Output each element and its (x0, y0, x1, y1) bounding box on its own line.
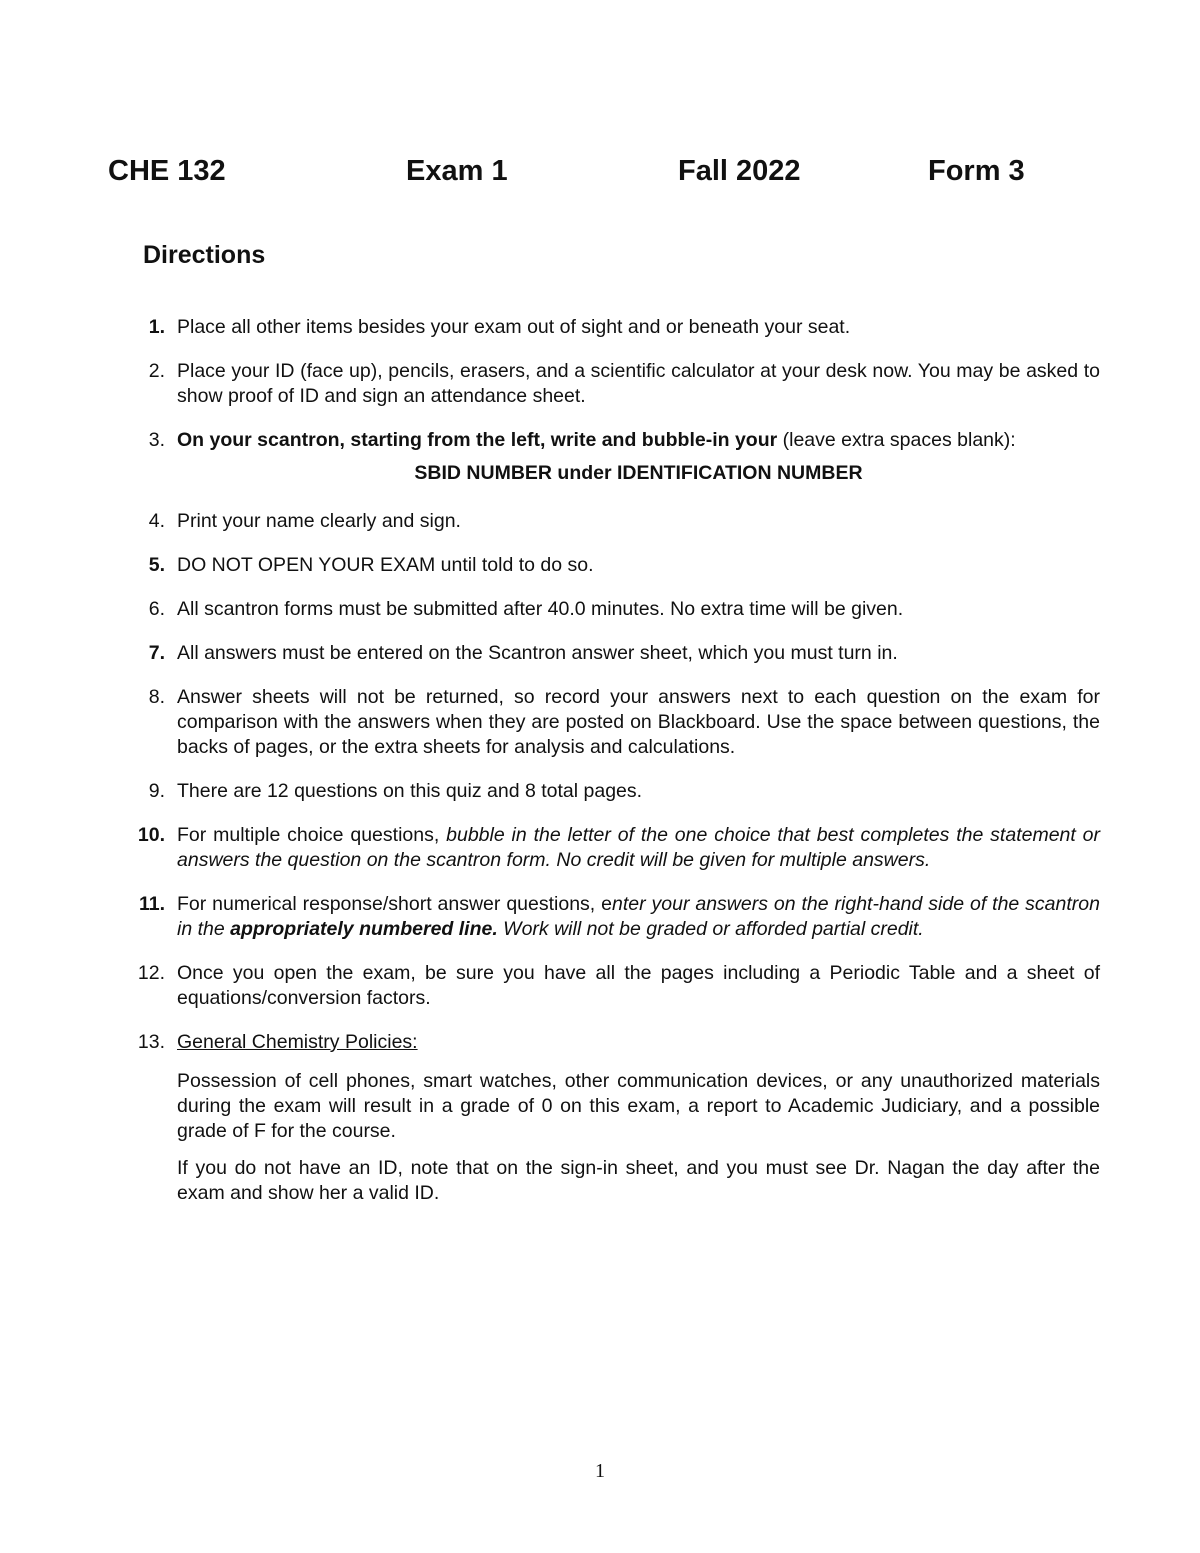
item-italic-text: nter your answers on the right-hand side of the scantron in the (177, 893, 1100, 940)
direction-item-7 (110, 641, 1100, 666)
direction-item-8 (110, 685, 1100, 760)
item-text: For multiple choice questions, (177, 824, 447, 846)
item-text: Once you open the exam, be sure you have all the pages including a Periodic Table and a sheet of equations/conversion factors. (177, 962, 1100, 1009)
item-text: DO NOT OPEN YOUR EXAM until told to do so. (177, 554, 594, 576)
item-text: For numerical response/short answer questions, e (177, 893, 612, 915)
item-text: Place all other items besides your exam out of sight and or beneath your seat. (177, 316, 851, 338)
sbid-instruction: SBID NUMBER under IDENTIFICATION NUMBER (414, 462, 863, 484)
item-number: 7. (148, 642, 165, 664)
direction-item-6 (110, 597, 1100, 622)
exam-form: Form 3 (928, 155, 1025, 187)
item-number: 2. (148, 360, 165, 382)
item-text: All answers must be entered on the Scantron answer sheet, which you must turn in. (177, 642, 898, 664)
item-italic-text: bubble in the letter of the one choice that best completes the statement or answers the question on the scantron form. No credit will be given for multiple answers. (177, 824, 1101, 871)
item-bold-text: On your scantron, starting from the left, write and bubble-in your (177, 429, 778, 451)
item-number: 6. (148, 598, 165, 620)
policy-paragraph-devices: Possession of cell phones, smart watches, other communication devices, or any unauthorized materials during the exam will result in a grade of 0 on this exam, a report to Academic Judiciary, and a possible grade of F for the course. (177, 1070, 1100, 1142)
direction-item-13 (110, 1030, 1100, 1206)
direction-item-1 (110, 315, 1100, 340)
item-text: Place your ID (face up), pencils, erasers, and a scientific calculator at your desk now. You may be asked to show proof of ID and sign an attendance sheet. (177, 360, 1100, 407)
item-number: 3. (148, 429, 165, 451)
exam-term: Fall 2022 (678, 155, 801, 187)
direction-item-3 (110, 428, 1100, 453)
item-number: 5. (148, 554, 165, 576)
item-number: 13. (137, 1031, 165, 1053)
direction-item-5 (110, 553, 1100, 578)
policies-heading: General Chemistry Policies: (177, 1031, 418, 1053)
item-bold-italic-text: appropriately numbered line. (230, 918, 498, 940)
item-number: 12. (137, 962, 165, 984)
directions-list (110, 315, 1100, 1225)
item-number: 1. (148, 316, 165, 338)
item-number: 10. (137, 824, 165, 846)
direction-item-9 (110, 779, 1100, 804)
policy-paragraph-id: If you do not have an ID, note that on the sign-in sheet, and you must see Dr. Nagan the day after the exam and show her a valid ID. (177, 1157, 1100, 1204)
item-text: Answer sheets will not be returned, so record your answers next to each question on the exam for comparison with the answers when they are posted on Blackboard. Use the space between questions, the backs of pages, or the extra sheets for analysis and calculations. (177, 686, 1100, 758)
item-text: (leave extra spaces blank): (777, 429, 1016, 451)
item-text: There are 12 questions on this quiz and 8 total pages. (177, 780, 643, 802)
exam-title: Exam 1 (406, 155, 508, 187)
item-number: 9. (148, 780, 165, 802)
item-text: Print your name clearly and sign. (177, 510, 461, 532)
item-italic-text-2: Work will not be graded or afforded partial credit. (497, 918, 924, 940)
page-number: 1 (595, 1460, 605, 1482)
item-number: 8. (148, 686, 165, 708)
direction-item-10 (110, 823, 1100, 873)
item-number: 11. (138, 893, 165, 915)
exam-header (108, 155, 1068, 195)
item-text: All scantron forms must be submitted after 40.0 minutes. No extra time will be given. (177, 598, 904, 620)
direction-item-2 (110, 359, 1100, 409)
direction-item-4 (110, 509, 1100, 534)
direction-item-11 (110, 892, 1100, 942)
item-number: 4. (148, 510, 165, 532)
direction-item-12 (110, 961, 1100, 1011)
directions-heading: Directions (143, 241, 266, 269)
course-code: CHE 132 (108, 155, 226, 187)
